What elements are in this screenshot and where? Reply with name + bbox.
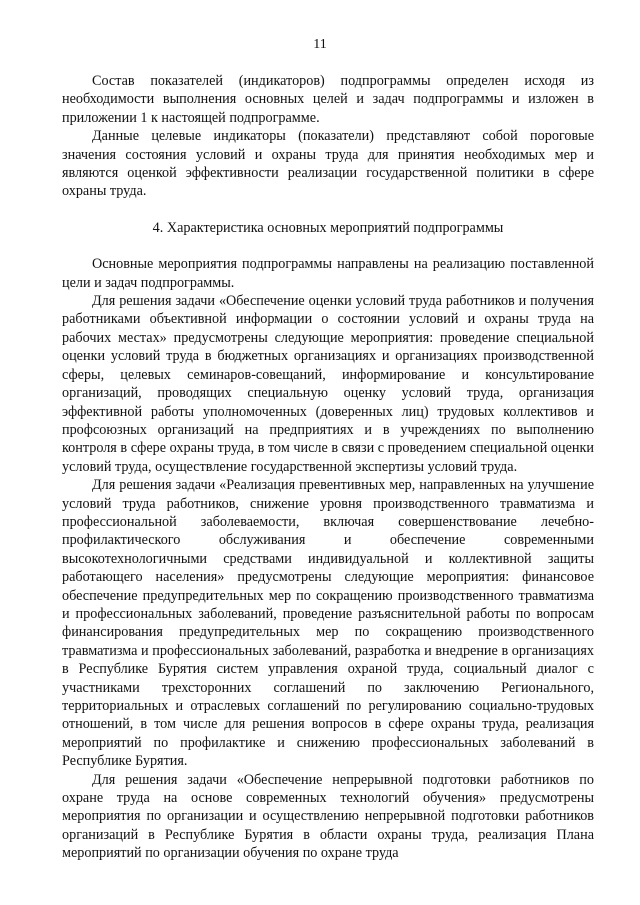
document-body [62,72,594,863]
paragraph-indicators-composition: Состав показателей (индикаторов) подпрограммы определен исходя из необходимости выполнения основных целей и задач подпрограммы и изложен в приложении 1 к настоящей подпрограмме. [62,73,594,126]
paragraph-task-assessment: Для решения задачи «Обеспечение оценки условий труда работников и получения работниками объективной информации о состоянии условий и охраны труда на рабочих местах» предусмотрены следующие мероприятия: проведение специальной оценки условий труда в бюджетных организациях и организациях производственной сферы, целевых семинаров-совещаний, информирование и консультирование организаций, проводящих специальную оценку условий труда, организация эффективной работы уполномоченных (доверенных лиц) трудовых коллективов и профсоюзных организаций на предприятиях и в учреждениях по выполнению контроля в сфере охраны труда, в том числе в связи с проведением специальной оценки условий труда, осуществление государственной экспертизы условий труда. [62,293,594,475]
paragraph-target-indicators: Данные целевые индикаторы (показатели) представляют собой пороговые значения состояния условий и охраны труда для принятия необходимых мер и являются оценкой эффективности реализации государственной политики в сфере охраны труда. [62,128,594,200]
section-heading: 4. Характеристика основных мероприятий подпрограммы [152,219,504,236]
paragraph-task-training: Для решения задачи «Обеспечение непрерывной подготовки работников по охране труда на основе современных технологий обучения» предусмотрены мероприятия по организации и осуществлению непрерывной подготовки работников организаций в Республике Бурятия в области охраны труда, реализация Плана мероприятий по организации обучения по охране труда [62,771,594,862]
paragraph-task-preventive: Для решения задачи «Реализация превентивных мер, направленных на улучшение условий труда работников, снижение уровня производственного травматизма и профессиональной заболеваемости, включая совершенствование лечебно-профилактического обслуживания и обеспечение современными высокотехнологичными средствами индивидуальной и коллективной защиты работающего населения» предусмотрены следующие мероприятия: финансовое обеспечение предупредительных мер по сокращению производственного травматизма и профессиональных заболеваний, проведение разъяснительной работы по вопросам финансирования предупредительных мер по сокращению производственного травматизма и профессиональных заболеваний, разработка и внедрение в организациях в Республике Бурятия систем управления охраной труда, социальный диалог с участниками трехсторонних соглашений по заключению Регионального, территориальных и отраслевых соглашений по регулированию социально-трудовых отношений, в том числе для решения вопросов в сфере охраны труда, реализация мероприятий по профилактике и снижению профессиональных заболеваний в Республике Бурятия. [62,477,594,770]
paragraph-main-activities: Основные мероприятия подпрограммы направлены на реализацию поставленной цели и задач подпрограммы. [62,256,594,291]
page-number: 11 [313,37,327,52]
